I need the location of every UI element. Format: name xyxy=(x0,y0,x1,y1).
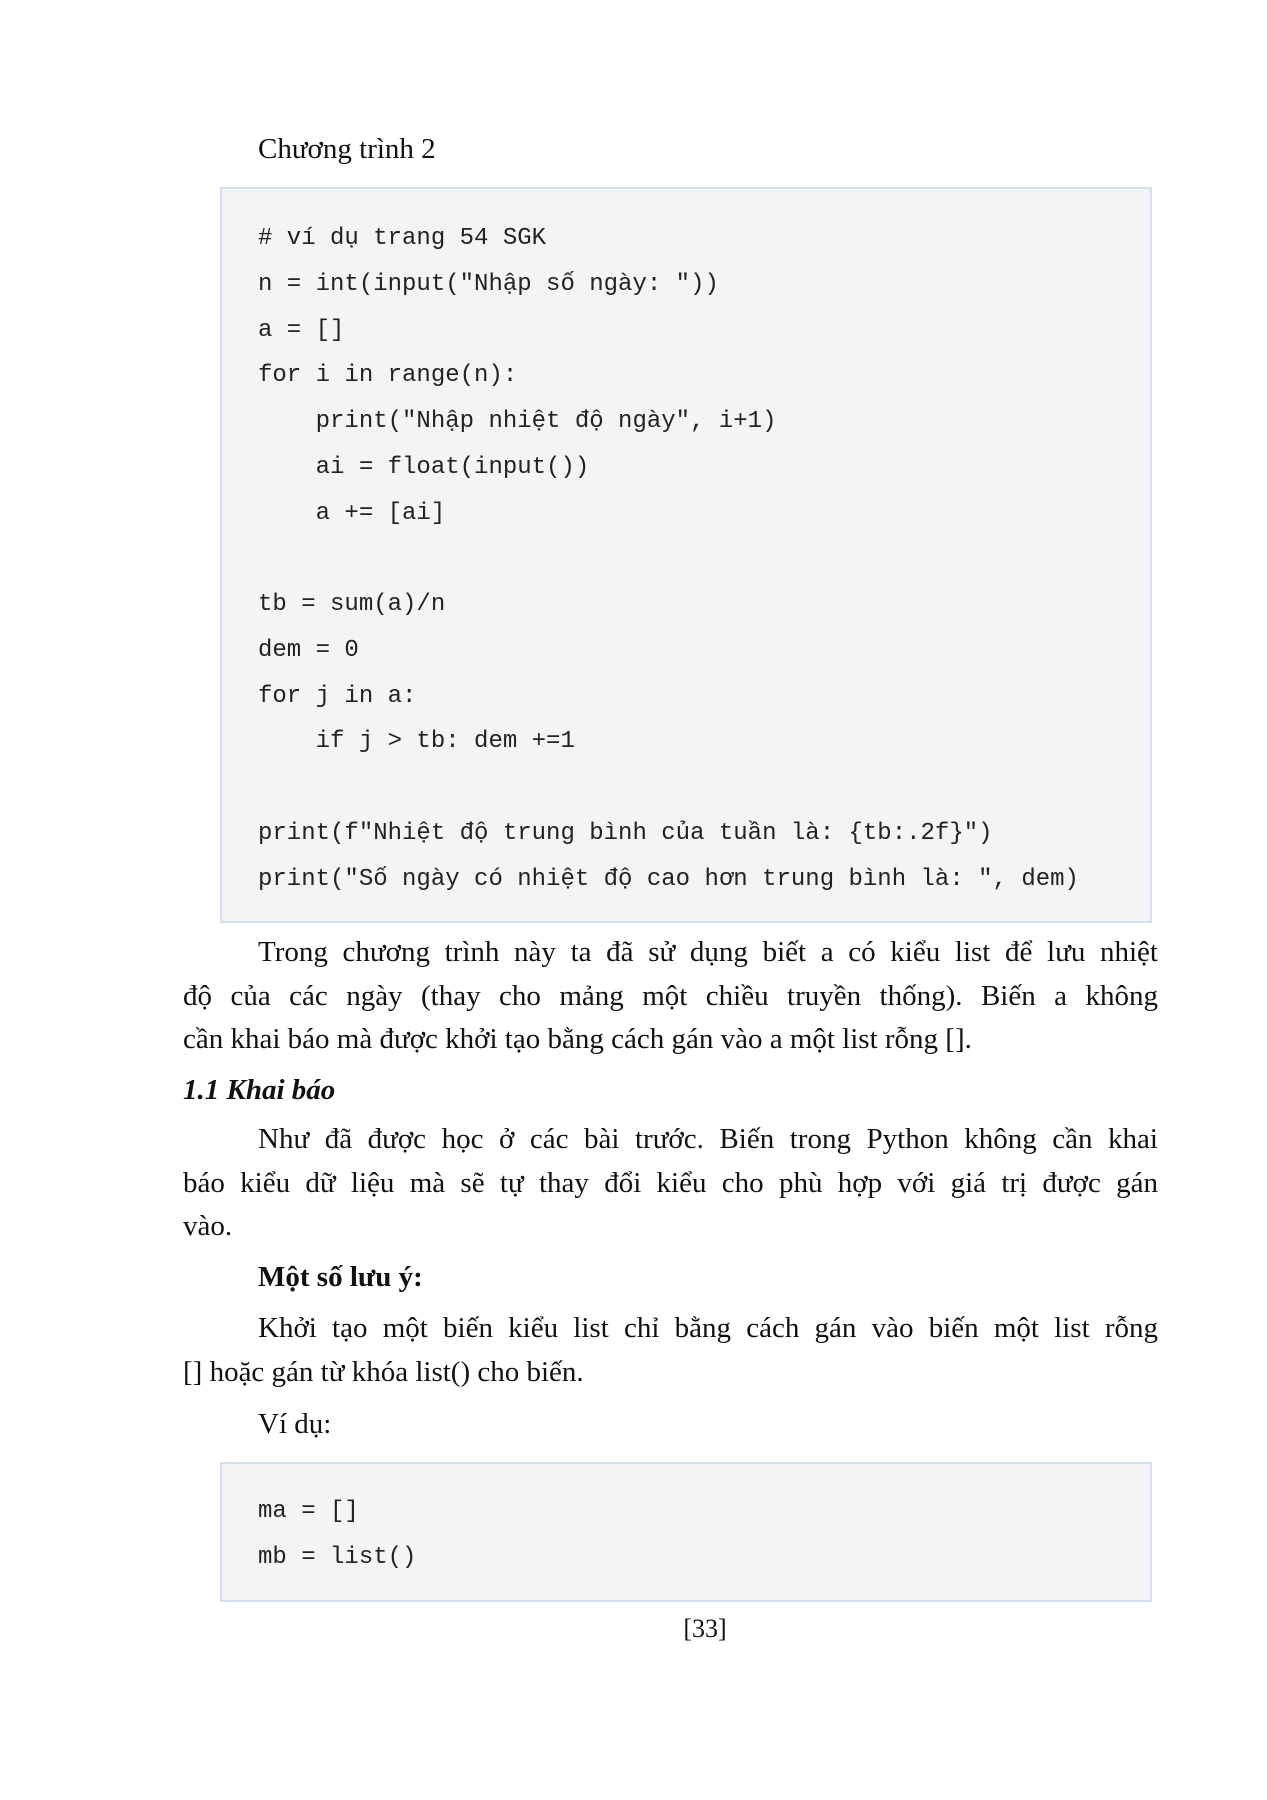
paragraph-line: cần khai báo mà được khởi tạo bằng cách gán vào a một list rỗng []. xyxy=(183,1023,972,1055)
paragraph-line: vào. xyxy=(183,1210,233,1242)
note-heading: Một số lưu ý: xyxy=(258,1261,423,1293)
code-line: if j > tb: dem +=1 xyxy=(258,728,575,755)
paragraph-line: Như đã được học ở các bài trước. Biến trong Python không cần khai xyxy=(258,1123,1158,1155)
page-number: [33] xyxy=(683,1614,727,1643)
code-line: dem = 0 xyxy=(258,637,359,664)
paragraph-line: báo kiểu dữ liệu mà sẽ tự thay đổi kiểu cho phù hợp với giá trị được gán xyxy=(183,1167,1158,1199)
code-line: for i in range(n): xyxy=(258,362,518,389)
code-line: ai = float(input()) xyxy=(258,454,590,481)
code-line: a += [ai] xyxy=(258,500,446,527)
code-line: mb = list() xyxy=(258,1544,417,1571)
code-line: ma = [] xyxy=(258,1498,359,1525)
code-line: print(f"Nhiệt độ trung bình của tuần là: {tb:.2f}") xyxy=(258,820,993,847)
paragraph-line: Trong chương trình này ta đã sử dụng biết a có kiểu list để lưu nhiệt xyxy=(258,936,1158,968)
code-block-2 xyxy=(220,1462,1152,1602)
code-block-1 xyxy=(220,187,1152,923)
code-line: n = int(input("Nhập số ngày: ")) xyxy=(258,271,719,298)
section-heading: 1.1 Khai báo xyxy=(183,1074,336,1106)
paragraph-line: [] hoặc gán từ khóa list() cho biến. xyxy=(183,1356,584,1388)
code-line: print("Nhập nhiệt độ ngày", i+1) xyxy=(258,408,777,435)
code-line: print("Số ngày có nhiệt độ cao hơn trung bình là: ", dem) xyxy=(258,866,1079,893)
code-line: # ví dụ trang 54 SGK xyxy=(258,225,547,252)
paragraph-line: độ của các ngày (thay cho mảng một chiều truyền thống). Biến a không xyxy=(183,980,1158,1012)
program-title: Chương trình 2 xyxy=(258,133,436,165)
example-label: Ví dụ: xyxy=(258,1408,332,1440)
code-line: tb = sum(a)/n xyxy=(258,591,446,618)
paragraph-line: Khởi tạo một biến kiểu list chỉ bằng cách gán vào biến một list rỗng xyxy=(258,1312,1158,1344)
code-line: for j in a: xyxy=(258,683,417,710)
code-line: a = [] xyxy=(258,317,345,344)
